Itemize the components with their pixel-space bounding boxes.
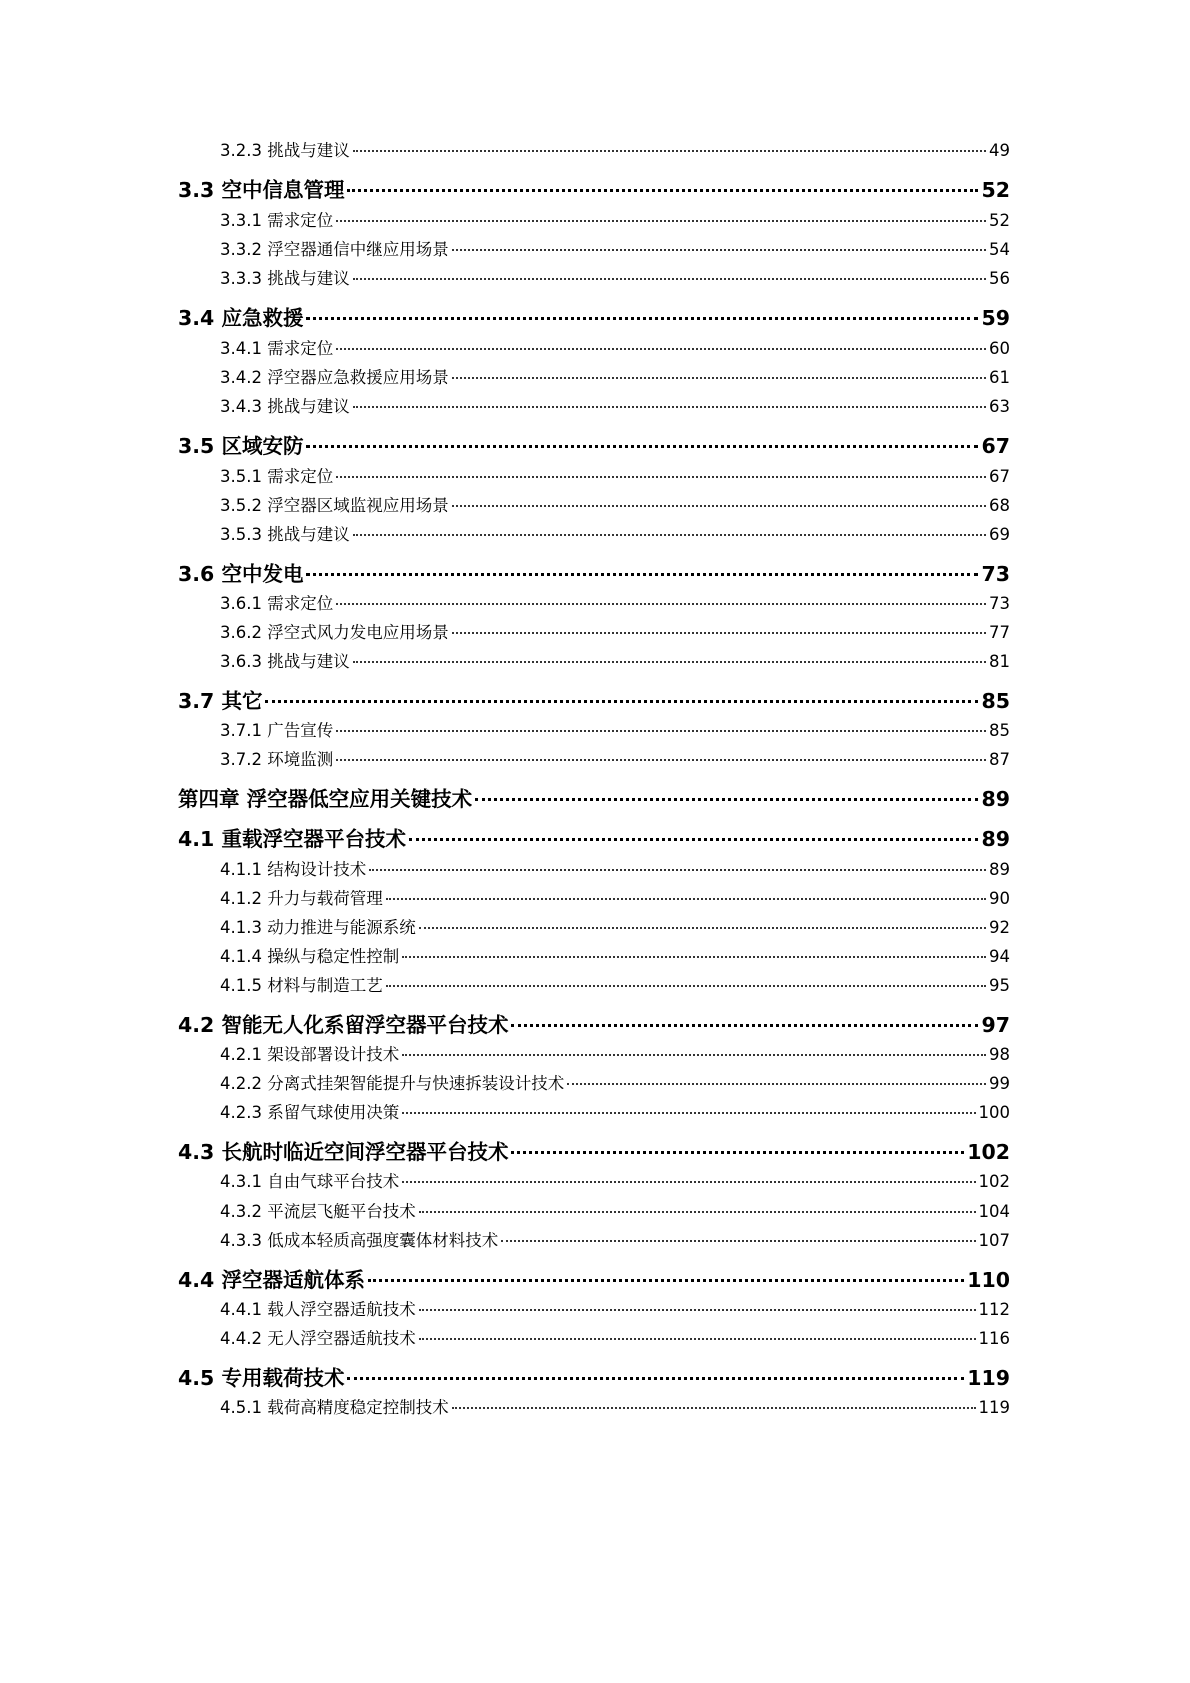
toc-dot-leader — [452, 505, 986, 507]
toc-dot-leader — [353, 278, 986, 280]
toc-page-number: 67 — [989, 467, 1010, 486]
toc-page-number: 61 — [989, 368, 1010, 387]
toc-dot-leader — [336, 348, 986, 350]
toc-dot-leader — [402, 1181, 975, 1183]
toc-entry-title: 3.5.2 浮空器区域监视应用场景 — [220, 496, 449, 515]
toc-subsection-entry[interactable] — [220, 335, 1010, 359]
toc-page-number: 95 — [989, 976, 1010, 995]
toc-subsection-entry[interactable] — [220, 1325, 1010, 1349]
toc-page-number: 54 — [989, 240, 1010, 259]
toc-entry-title: 4.1 重载浮空器平台技术 — [178, 827, 406, 851]
toc-entry-title: 3.6.3 挑战与建议 — [220, 652, 350, 671]
toc-dot-leader — [306, 573, 978, 576]
toc-dot-leader — [452, 1407, 976, 1409]
toc-page-number: 49 — [989, 141, 1010, 160]
toc-subsection-entry[interactable] — [220, 364, 1010, 388]
toc-entry-title: 4.1.3 动力推进与能源系统 — [220, 918, 416, 937]
toc-dot-leader — [452, 632, 986, 634]
toc-dot-leader — [511, 1024, 978, 1027]
toc-page-number: 107 — [978, 1231, 1010, 1250]
toc-entry-title: 3.3.3 挑战与建议 — [220, 269, 350, 288]
toc-dot-leader — [336, 730, 986, 732]
toc-entry-title: 4.4.2 无人浮空器适航技术 — [220, 1329, 416, 1348]
toc-subsection-entry[interactable] — [220, 1041, 1010, 1065]
toc-dot-leader — [567, 1083, 986, 1085]
toc-entry-title: 4.2.2 分离式挂架智能提升与快速拆装设计技术 — [220, 1074, 565, 1093]
toc-page-number: 90 — [989, 889, 1010, 908]
toc-subsection-entry[interactable] — [220, 1198, 1010, 1222]
toc-page-number: 77 — [989, 623, 1010, 642]
toc-dot-leader — [419, 1338, 976, 1340]
toc-subsection-entry[interactable] — [220, 1296, 1010, 1320]
toc-page-number: 73 — [981, 562, 1010, 586]
toc-entry-title: 4.3.3 低成本轻质高强度囊体材料技术 — [220, 1231, 499, 1250]
toc-entry-title: 4.2.3 系留气球使用决策 — [220, 1103, 400, 1122]
toc-entry-title: 3.6 空中发电 — [178, 562, 304, 586]
toc-page-number: 89 — [989, 860, 1010, 879]
toc-page-number: 52 — [989, 211, 1010, 230]
toc-dot-leader — [402, 1054, 986, 1056]
toc-section-entry[interactable] — [178, 1135, 1010, 1165]
toc-entry-title: 3.7 其它 — [178, 689, 263, 713]
toc-subsection-entry[interactable] — [220, 619, 1010, 643]
toc-entry-title: 4.1.1 结构设计技术 — [220, 860, 367, 879]
toc-dot-leader — [386, 898, 986, 900]
toc-subsection-entry[interactable] — [220, 746, 1010, 770]
toc-entry-title: 4.3.2 平流层飞艇平台技术 — [220, 1202, 416, 1221]
toc-section-entry[interactable] — [178, 1008, 1010, 1038]
toc-entry-title: 4.1.4 操纵与稳定性控制 — [220, 947, 400, 966]
toc-dot-leader — [402, 956, 986, 958]
toc-dot-leader — [265, 700, 978, 703]
toc-page-number: 116 — [978, 1329, 1010, 1348]
toc-entry-title: 4.1.5 材料与制造工艺 — [220, 976, 383, 995]
toc-entry-title: 3.4.1 需求定位 — [220, 339, 334, 358]
toc-dot-leader — [402, 1112, 975, 1114]
toc-chapter-entry[interactable] — [178, 782, 1010, 812]
toc-entry-title: 3.7.2 环境监测 — [220, 750, 334, 769]
toc-subsection-entry[interactable] — [220, 236, 1010, 260]
toc-dot-leader — [336, 220, 986, 222]
toc-dot-leader — [336, 476, 986, 478]
toc-page-number: 110 — [967, 1268, 1010, 1292]
toc-entry-title: 4.1.2 升力与载荷管理 — [220, 889, 383, 908]
toc-page-number: 81 — [989, 652, 1010, 671]
toc-entry-title: 3.6.1 需求定位 — [220, 594, 334, 613]
toc-entry-title: 3.4 应急救援 — [178, 306, 304, 330]
toc-section-entry[interactable] — [178, 557, 1010, 587]
toc-entry-title: 4.4 浮空器适航体系 — [178, 1268, 365, 1292]
toc-section-entry[interactable] — [178, 1263, 1010, 1293]
toc-dot-leader — [419, 1211, 976, 1213]
toc-page-number: 73 — [989, 594, 1010, 613]
toc-page-number: 102 — [967, 1140, 1010, 1164]
toc-dot-leader — [347, 1377, 964, 1380]
toc-page-number: 85 — [981, 689, 1010, 713]
toc-page-number: 102 — [978, 1172, 1010, 1191]
toc-entry-title: 3.5.3 挑战与建议 — [220, 525, 350, 544]
toc-page-number: 98 — [989, 1045, 1010, 1064]
toc-section-entry[interactable] — [178, 1361, 1010, 1391]
toc-dot-leader — [419, 1309, 976, 1311]
toc-entry-title: 4.5 专用载荷技术 — [178, 1366, 345, 1390]
toc-dot-leader — [353, 534, 986, 536]
toc-subsection-entry[interactable] — [220, 393, 1010, 417]
toc-entry-title: 4.3 长航时临近空间浮空器平台技术 — [178, 1140, 509, 1164]
toc-dot-leader — [452, 249, 986, 251]
toc-entry-title: 3.5 区域安防 — [178, 434, 304, 458]
toc-entry-title: 4.3.1 自由气球平台技术 — [220, 1172, 400, 1191]
toc-section-entry[interactable] — [178, 822, 1010, 852]
toc-dot-leader — [501, 1240, 975, 1242]
toc-page-number: 94 — [989, 947, 1010, 966]
toc-section-entry[interactable] — [178, 684, 1010, 714]
toc-section-entry[interactable] — [178, 429, 1010, 459]
toc-entry-title: 4.4.1 载人浮空器适航技术 — [220, 1300, 416, 1319]
toc-subsection-entry[interactable] — [220, 972, 1010, 996]
toc-dot-leader — [369, 869, 986, 871]
toc-section-entry[interactable] — [178, 173, 1010, 203]
toc-dot-leader — [353, 661, 986, 663]
toc-entry-title: 3.5.1 需求定位 — [220, 467, 334, 486]
toc-subsection-entry[interactable] — [220, 885, 1010, 909]
toc-dot-leader — [336, 603, 986, 605]
toc-page-number: 99 — [989, 1074, 1010, 1093]
toc-subsection-entry[interactable] — [220, 1227, 1010, 1251]
toc-page-number: 87 — [989, 750, 1010, 769]
toc-entry-title: 3.7.1 广告宣传 — [220, 721, 334, 740]
toc-page-number: 67 — [981, 434, 1010, 458]
toc-subsection-entry[interactable] — [220, 137, 1010, 161]
toc-dot-leader — [475, 798, 978, 801]
toc-subsection-entry[interactable] — [220, 1099, 1010, 1123]
toc-page-number: 89 — [981, 787, 1010, 811]
toc-entry-title: 4.5.1 载荷高精度稳定控制技术 — [220, 1398, 449, 1417]
toc-subsection-entry[interactable] — [220, 717, 1010, 741]
toc-page-number: 52 — [981, 178, 1010, 202]
toc-subsection-entry[interactable] — [220, 1394, 1010, 1418]
toc-subsection-entry[interactable] — [220, 1168, 1010, 1192]
toc-page-number: 63 — [989, 397, 1010, 416]
toc-page-number: 69 — [989, 525, 1010, 544]
toc-subsection-entry[interactable] — [220, 943, 1010, 967]
toc-dot-leader — [306, 317, 978, 320]
toc-dot-leader — [419, 927, 986, 929]
toc-entry-title: 3.2.3 挑战与建议 — [220, 141, 350, 160]
toc-page-number: 104 — [978, 1202, 1010, 1221]
toc-entry-title: 3.3 空中信息管理 — [178, 178, 345, 202]
toc-entry-title: 4.2 智能无人化系留浮空器平台技术 — [178, 1013, 509, 1037]
toc-dot-leader — [306, 445, 978, 448]
toc-dot-leader — [368, 1279, 964, 1282]
toc-dot-leader — [409, 838, 979, 841]
toc-dot-leader — [452, 377, 986, 379]
toc-page-number: 89 — [981, 827, 1010, 851]
toc-subsection-entry[interactable] — [220, 648, 1010, 672]
toc-page-number: 92 — [989, 918, 1010, 937]
toc-subsection-entry[interactable] — [220, 521, 1010, 545]
toc-entry-title: 3.4.3 挑战与建议 — [220, 397, 350, 416]
toc-dot-leader — [386, 985, 986, 987]
toc-dot-leader — [353, 150, 986, 152]
toc-page-number: 112 — [978, 1300, 1010, 1319]
toc-dot-leader — [353, 406, 986, 408]
toc-page-number: 119 — [967, 1366, 1010, 1390]
toc-subsection-entry[interactable] — [220, 265, 1010, 289]
toc-dot-leader — [347, 189, 978, 192]
toc-subsection-entry[interactable] — [220, 492, 1010, 516]
toc-entry-title: 3.4.2 浮空器应急救援应用场景 — [220, 368, 449, 387]
toc-subsection-entry[interactable] — [220, 590, 1010, 614]
toc-subsection-entry[interactable] — [220, 463, 1010, 487]
toc-entry-title: 第四章 浮空器低空应用关键技术 — [178, 787, 473, 811]
toc-subsection-entry[interactable] — [220, 914, 1010, 938]
toc-page-number: 100 — [978, 1103, 1010, 1122]
toc-page-number: 60 — [989, 339, 1010, 358]
toc-dot-leader — [336, 759, 986, 761]
toc-page-number: 119 — [978, 1398, 1010, 1417]
toc-dot-leader — [511, 1151, 964, 1154]
toc-page-number: 56 — [989, 269, 1010, 288]
toc-subsection-entry[interactable] — [220, 1070, 1010, 1094]
toc-entry-title: 3.3.1 需求定位 — [220, 211, 334, 230]
toc-section-entry[interactable] — [178, 301, 1010, 331]
toc-entry-title: 3.6.2 浮空式风力发电应用场景 — [220, 623, 449, 642]
toc-page-number: 97 — [981, 1013, 1010, 1037]
toc-page-number: 85 — [989, 721, 1010, 740]
toc-page-number: 59 — [981, 306, 1010, 330]
toc-entry-title: 4.2.1 架设部署设计技术 — [220, 1045, 400, 1064]
toc-subsection-entry[interactable] — [220, 856, 1010, 880]
toc-subsection-entry[interactable] — [220, 207, 1010, 231]
toc-entry-title: 3.3.2 浮空器通信中继应用场景 — [220, 240, 449, 259]
toc-page-number: 68 — [989, 496, 1010, 515]
